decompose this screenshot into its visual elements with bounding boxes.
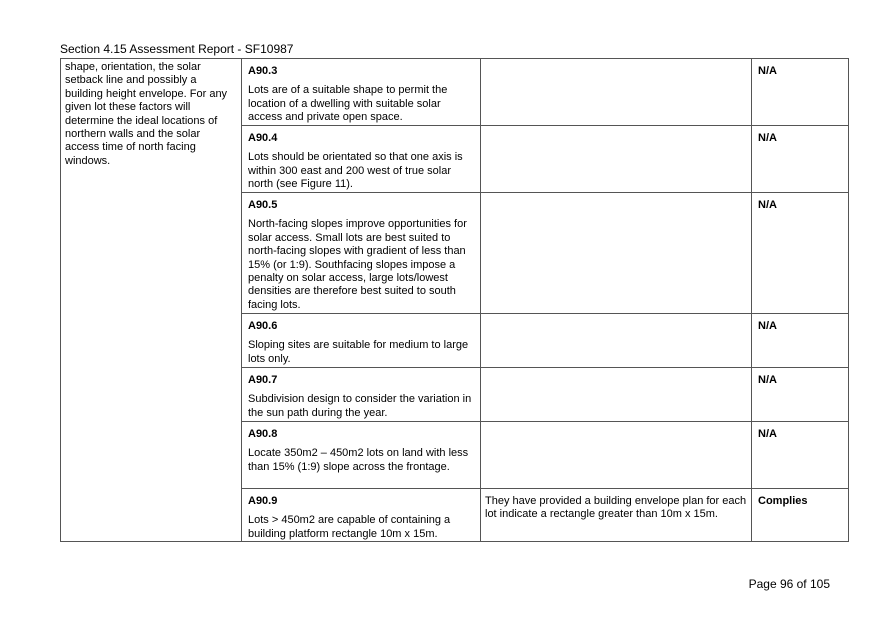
comment-cell (481, 314, 752, 368)
table-row (61, 59, 849, 126)
control-cell (242, 368, 481, 422)
control-cell (242, 59, 481, 126)
control-text: Lots are of a suitable shape to permit the location of a dwelling with suitable solar access and private open space. (248, 84, 448, 124)
control-code: A90.6 (248, 320, 278, 332)
status-cell: N/A (752, 59, 849, 126)
control-cell (242, 314, 481, 368)
page-number: Page 96 of 105 (748, 577, 830, 591)
status-cell: N/A (752, 422, 849, 489)
control-text: Lots > 450m2 are capable of containing a building platform rectangle 10m x 15m. (248, 514, 451, 540)
comment-cell (481, 368, 752, 422)
status-cell: N/A (752, 193, 849, 314)
comment-cell: They have provided a building envelope plan for each lot indicate a rectangle greater than 10m x 15m. (481, 489, 752, 542)
control-text: North-facing slopes improve opportunities for solar access. Small lots are best suited to north-facing slopes with gradient of less than 15% (or 1:9). Southfacing slopes impose a penalty on solar access, large lots/lowest densities are therefore best suited to south facing lots. (248, 218, 467, 311)
control-cell (242, 422, 481, 489)
control-text: Sloping sites are suitable for medium to large lots only. (248, 339, 469, 365)
control-code: A90.9 (248, 495, 278, 507)
status-cell: N/A (752, 368, 849, 422)
comment-cell (481, 422, 752, 489)
control-cell (242, 193, 481, 314)
control-text: Subdivision design to consider the variation in the sun path during the year. (248, 393, 472, 419)
control-code: A90.4 (248, 132, 278, 144)
assessment-table (60, 58, 849, 542)
control-cell (242, 126, 481, 193)
control-code: A90.5 (248, 199, 278, 211)
control-text: Locate 350m2 – 450m2 lots on land with less than 15% (1:9) slope across the frontage. (248, 447, 469, 473)
control-description: shape, orientation, the solar setback line and possibly a building height envelope. For any given lot these factors will determine the ideal locations of northern walls and the solar access time of north facing windows. (61, 59, 242, 542)
control-cell (242, 489, 481, 542)
comment-cell (481, 193, 752, 314)
comment-cell (481, 126, 752, 193)
control-code: A90.3 (248, 65, 278, 77)
control-code: A90.7 (248, 374, 278, 386)
control-text: Lots should be orientated so that one axis is within 300 east and 200 west of true solar north (see Figure 11). (248, 151, 463, 191)
status-cell: N/A (752, 314, 849, 368)
comment-cell (481, 59, 752, 126)
control-code: A90.8 (248, 428, 278, 440)
report-header: Section 4.15 Assessment Report - SF10987 (60, 42, 294, 56)
status-cell: N/A (752, 126, 849, 193)
status-cell: Complies (752, 489, 849, 542)
